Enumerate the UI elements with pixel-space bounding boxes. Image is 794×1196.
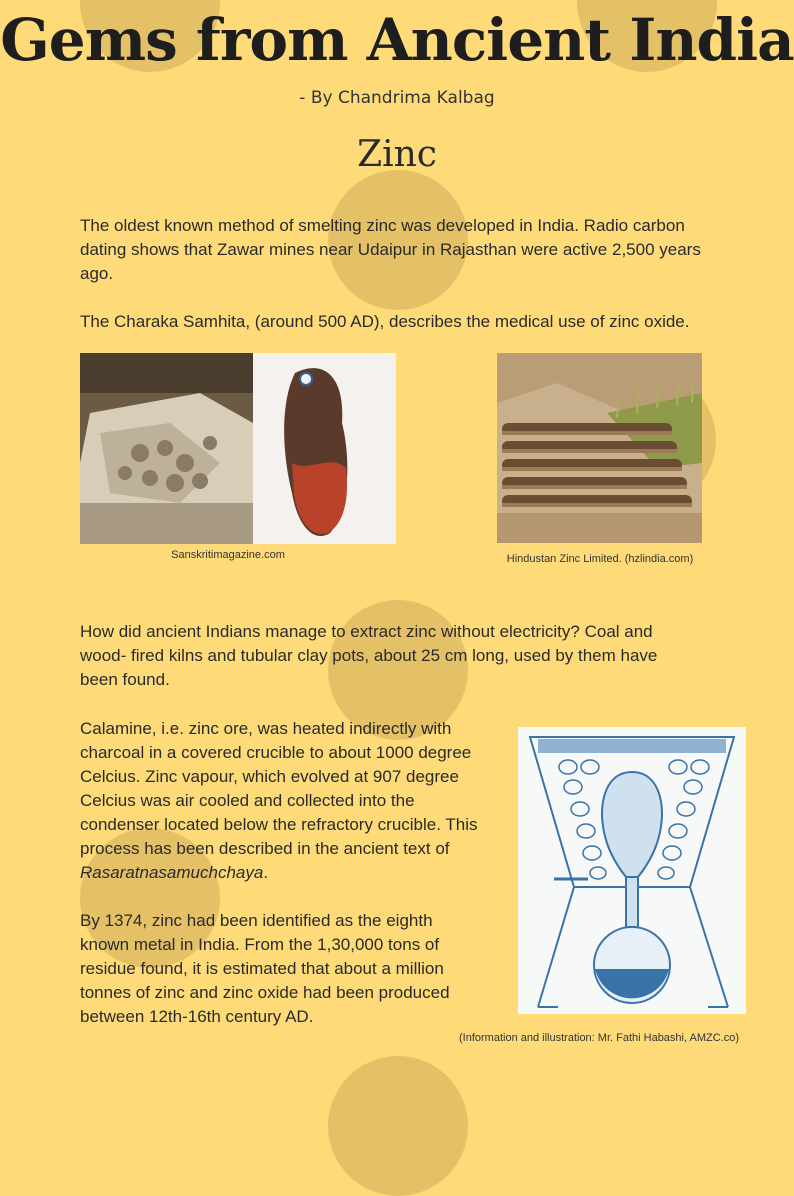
distillation-illustration bbox=[518, 727, 746, 1014]
paragraph-charaka-samhita: The Charaka Samhita, (around 500 AD), describes the medical use of zinc oxide. bbox=[80, 312, 690, 331]
excavation-photo bbox=[80, 353, 396, 544]
photo-caption-retorts: Hindustan Zinc Limited. (hzlindia.com) bbox=[506, 553, 694, 565]
decorative-circle bbox=[328, 1056, 468, 1196]
retort-stack-photo bbox=[497, 353, 702, 543]
page-title: Gems from Ancient India bbox=[0, 6, 794, 74]
photo-caption-excavation: Sanskritimagazine.com bbox=[171, 549, 285, 561]
paragraph-extraction-question: How did ancient Indians manage to extract zinc without electricity? Coal and wood- fired kilns and tubular clay pots, about 25 cm long, used by them have been found. bbox=[80, 622, 658, 689]
text-title-rasaratnasamuchchaya: Rasaratnasamuchchaya bbox=[80, 863, 264, 882]
paragraph-zawar-mines: The oldest known method of smelting zinc was developed in India. Radio carbon dating shows that Zawar mines near Udaipur in Rajasthan were active 2,500 years ago. bbox=[80, 216, 701, 283]
author-byline: - By Chandrima Kalbag bbox=[299, 88, 495, 108]
illustration-credit: (Information and illustration: Mr. Fathi Habashi, AMZC.co) bbox=[459, 1032, 739, 1044]
section-title: Zinc bbox=[357, 134, 437, 175]
paragraph-calamine-process: Calamine, i.e. zinc ore, was heated indirectly with charcoal in a covered crucible to about 1000 degree Celcius. Zinc vapour, which evolved at 907 degree Celcius was air cooled and collected into the condenser located below the refractory crucible. This process has been described in the ancient text of Rasaratnasamuchchaya. bbox=[80, 719, 478, 882]
paragraph-eighth-metal: By 1374, zinc had been identified as the eighth known metal in India. From the 1,30,000 tons of residue found, it is estimated that about a million tonnes of zinc and zinc oxide had been produced between 12th-16th century AD. bbox=[80, 911, 450, 1026]
